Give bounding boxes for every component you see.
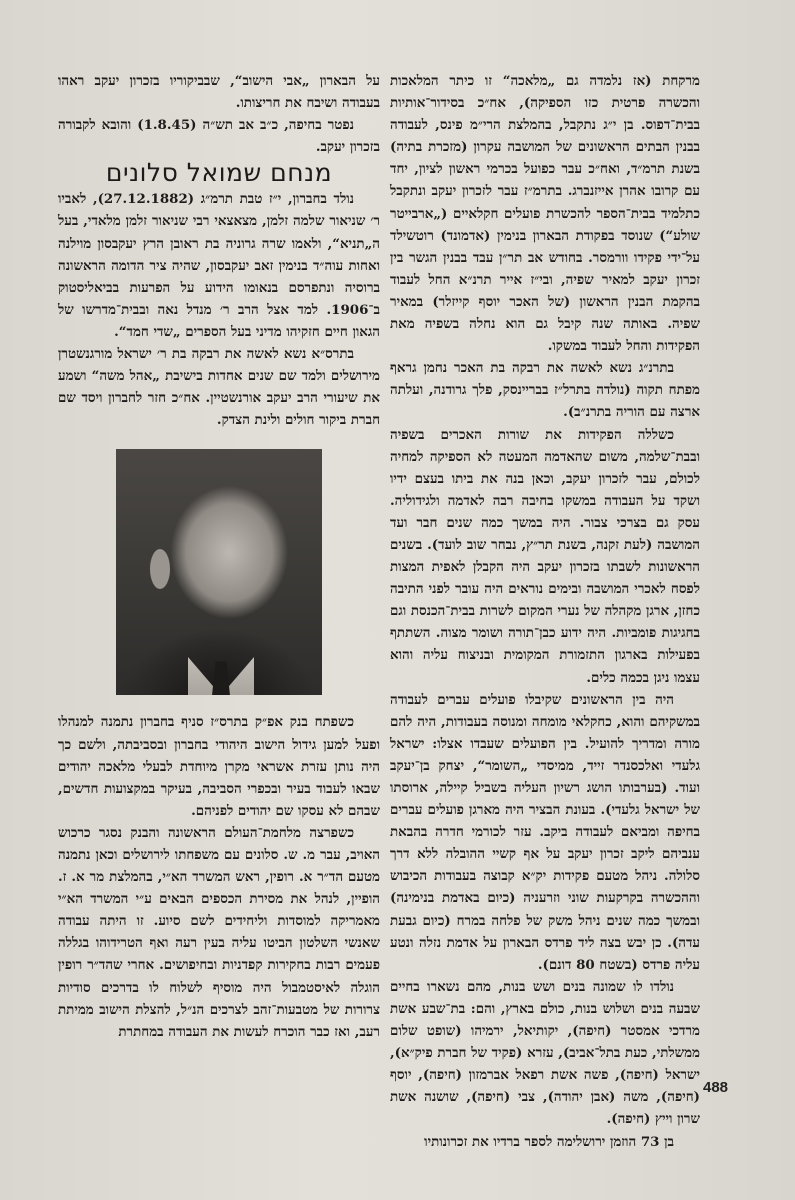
portrait-photo [116,449,322,695]
paragraph: כשפתח בנק אפ״ק בתרס״ז סניף בחברון נתמנה למנהלו ופעל למען גידול הישוב היהודי בחברון ובסביבתה, ולשם כך היה נותן עזרת אשראי מקרן מיוחדת לבעלי מלאכה יהודים שבאו לעבוד בעיר ובכפרי הסביבה, בעיקר במקצועות חדשים, שבהם לא עסקו שם יהודים לפניהם. [58,714,380,819]
paragraph: בתרנ״ג נשא לאשה את רבקה בת האכר נחמן גראף מפתח תקוה (נולדה בתרל״ז בבריינסק, פלך גרודנה, ועלתה ארצה עם הוריה בתרנ״ב). [390,360,700,421]
paragraph: נולד בחברון, י״ז טבת תרמ״ג (27.12.1882), לאביו ר׳ שניאור שלמה זלמן, מצאצאי רבי שניאור זלמן מלאדי, בעל ה„תניא“, ולאמו שרה גרוניה בת ראובן הרץ יעקבסון מוילנה ואחות עוה״ד בנימין זאב יעקבסון, שהיה ציר הדומה הראשונה ברוסיה ונתפרסם בנאומו הידוע על הפרעות בביאליסטוק ב־1906. למד אצל הרב ר׳ מנדל נאה ובבית־מדרשו של הגאון חיים חזקיהו מדיני בעל הספרים „שדי חמד“. [58,191,380,340]
photo-tie-shape [212,661,230,695]
paragraph: על הבארון „אבי הישוב“, שבביקוריו בזכרון יעקב ראהו בעבודה ושיבח את חריצותו. [58,73,380,112]
paragraph: כשפרצה מלחמת־העולם הראשונה והבנק נסגר כרכוש האויב, עבר מ. ש. סלונים עם משפחתו לירושלים וכאן נתמנה מטעם הד״ר א. רופין, ראש המשרד הא״י, בהמלצת מר א. ז. הופיין, לנהל את מסירת הכספים הבאים ע״י המשרד הא״י מאמריקה למוסדות וליחידים לשם סיוע. זו היתה עבודה שאנשי השלטון הביטו עליה בעין רעה ואף הטרידוהו בגללה פעמים רבות בחקירות קפדניות ובחיפושים. אחרי שהד״ר רופין הוגלה לאיסטמבול היה מוסיף לשלוח לו בדרכים סודיות צרורות של מטבעות־זהב לצרכים הנ״ל, להצלת הישוב ממיתת רעב, ואז כבר הוכרח לעשות את העבודה במחתרת [58,824,380,1040]
page-number: 488 [703,1079,729,1096]
photo-ear-shape [150,549,170,589]
paragraph: בן 73 הוזמן ירושלימה לספר ברדיו את זכרונותיו [424,1133,674,1150]
section-heading: מנחם שמואל סלונים [105,158,333,188]
paragraph: היה בין הראשונים שקיבלו פועלים עברים לעבודה במשקיהם והוא, כחקלאי מומחה ומנוסה בעבודות, היה להם מורה ומדריך להועיל. בין הפועלים שעבדו אצלו: ישראל גלעדי ואלכסנדר זייד, ממיסדי „השומר“, יצחק בן־יעקב ועוד. (בערבותו הושג רשיון העליה בשביל קיילה, ארוסתו של ישראל גלעדי). בעונת הבציר היה מארגן פועלים עברים בחיפה ומביאם לעבודה ביקב. עזר לכורמי חדרה בהבאת ענביהם ליקב זכרון יעקב על אף קשיי ההובלה ללא דרך סלולה. ניהל מטעם פקידות יק״א קבוצה בעבודות הכיבוש וההכשרה בקרקעות שוני וזרעניה (כיום באדמת בנימינה) ובמשך כמה שנים ניהל משק של פלחה במרח (כיום גבעת עדה). כן יבש בצה ליד פרדס הבארון על אדמת נזלה ונטע עליה פרדס (בשטח 80 דונם). [390,691,700,973]
paragraph: בתרס״א נשא לאשה את רבקה בת ר׳ ישראל מורגנשטרן מירושלים ולמד שם שנים אחדות בישיבת „אהל משה“ ושמע את שיעורי הרב יעקב אורנשטיין. אח״כ חזר לחברון ויסד שם חברת ביקור חולים ולינת הצדק. [58,346,380,429]
right-column [390,70,700,1153]
paragraph: נולדו לו שמונה בנים ושש בנות, מהם נשארו בחיים שבעה בנים ושלוש בנות, כולם בארץ, והם: בת־שבע אשת מרדכי אמסטר (חיפה), יקותיאל, ירמיהו (שופט שלום ממשלתי, כעת בתל־אביב), עזרא (פקיד של חברת פיק״א), ישראל (חיפה), פשה אשת רפאל אברמזון (חיפה), יוסף (חיפה), משה (אבן יהודה), צבי (חיפה), שושנה אשת שרון וייץ (חיפה). [390,978,700,1128]
paragraph: כשללה הפקידות את שורות האכרים בשפיה ובבת־שלמה, משום שהאדמה המעטה לא הספיקה למחיה לכולם, עבר לזכרון יעקב, וכאן בנה את ביתו בעצם ידיו ושקד על העבודה במשקו בחיבה רבה לאדמה ולגידוליה. עסק גם בצרכי צבור. היה במשך כמה שנים חבר ועד המושבה (לעת זקנה, בשנת תר״ץ, נבחר שוב לועד). בשנים הראשונות לשבתו בזכרון יעקב היה הקבלן לאפית המצות לפסח לאכרי המושבה ובימים נוראים היה עובר לפני התיבה כחזן, ארגן מקהלה של נערי המקום לשרות בבית־הכנסת וגם בחגיגות פומביות. היה ידוע כבן־תורה ושומר מצוה. השתתף בפעילות בארגון התזמורת המקומית ובניצוח עליה והוא עצמו ניגן בכמה כלים. [390,426,700,686]
paragraph: נפטר בחיפה, כ״ב אב תש״ה (1.8.45) והובא לקבורה בזכרון יעקב. [58,117,380,156]
paragraph: מרקחת (אז נלמדה גם „מלאכה“ זו כיתר המלאכות והכשרה פרטית כזו הספיקה), אח״כ בסידור־אותיות בבית־דפוס. בן י״ג נתקבל, בהמלצת הרי״מ פינס, לעבודה בבנין הבתים הראשונים של המושבה עקרון (מזכרת בתיה) בשנת תרמ״ד, ואח״כ עבר כפועל בכרמי ראשון לציון, יחד עם קרובו אהרן אייזנברג. בתרמ״ז עבר לזכרון יעקב ונתקבל כתלמיד בבית־הספר להכשרת פועלים חקלאיים („ארבייטר שולע“) שנוסד בפקודת הבארון בנימין (אדמונד) רוטשילד על־ידי פקידו וורמסר. בחודש אב תר״ן עבד בבנין הגשר בין זכרון יעקב למאיר שפיה, ובי״ז אייר תרנ״א החל לעבוד בהקמת הבנין הראשון (של האכר יוסף קייזלר) במאיר שפיה. באותה שנה קיבל גם הוא נחלה בשפיה מאת הפקידות והחל לעבוד במשקו. [390,73,700,355]
photo-container [58,449,380,695]
left-column [58,70,380,1043]
